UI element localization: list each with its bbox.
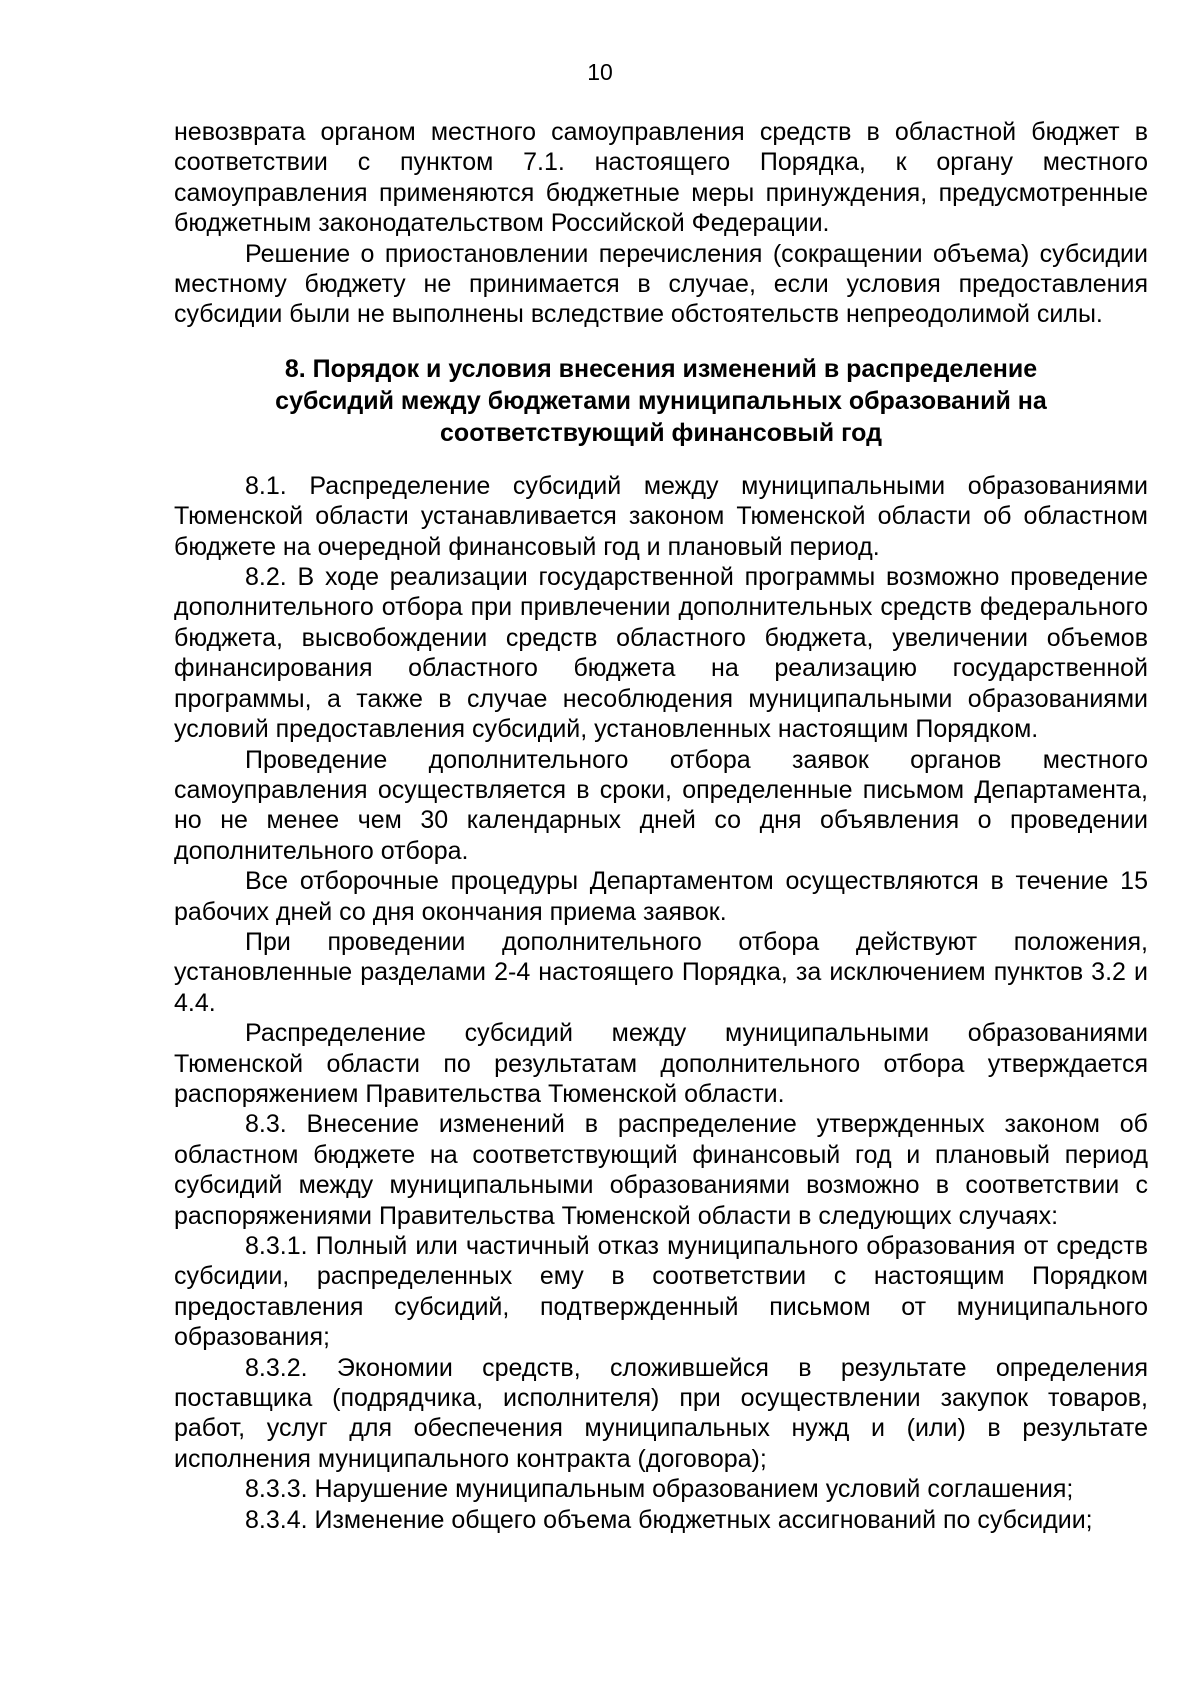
paragraph-additional-selection: Проведение дополнительного отбора заявок органов местного самоуправления осуществляется в сроки, определенные письмом Департамента, но не менее чем 30 календарных дней со дня объявления о проведении дополнительного отбора. [174, 745, 1148, 865]
paragraph-8-1: 8.1. Распределение субсидий между муниципальными образованиями Тюменской области устанавливается законом Тюменской области об областном бюджете на очередной финансовый год и плановый период. [174, 471, 1148, 561]
paragraph-continuation: невозврата органом местного самоуправления средств в областной бюджет в соответствии с пунктом 7.1. настоящего Порядка, к органу местного самоуправления применяются бюджетные меры принуждения, предусмотренные бюджетным законодательством Российской Федерации. [174, 118, 1148, 238]
paragraph-selection-procedures: Все отборочные процедуры Департаментом осуществляются в течение 15 рабочих дней со дня окончания приема заявок. [174, 867, 1148, 926]
page-number: 10 [587, 59, 613, 85]
section-heading-line: 8. Порядок и условия внесения изменений в распределение [284, 354, 1038, 383]
paragraph-force-majeure: Решение о приостановлении перечисления (сокращении объема) субсидии местному бюджету не принимается в случае, если условия предоставления субсидии были не выполнены вследствие обстоятельств непреодолимой силы. [174, 239, 1148, 329]
paragraph-8-3-2: 8.3.2. Экономии средств, сложившейся в результате определения поставщика (подрядчика, исполнителя) при осуществлении закупок товаров, работ, услуг для обеспечения муниципальных нужд и (или) в результате исполнения муниципального контракта (договора); [174, 1353, 1148, 1473]
paragraph-8-3-4: 8.3.4. Изменение общего объема бюджетных ассигнований по субсидии; [245, 1505, 1093, 1534]
paragraph-8-3-3: 8.3.3. Нарушение муниципальным образованием условий соглашения; [245, 1475, 1074, 1504]
paragraph-distribution-approval: Распределение субсидий между муниципальными образованиями Тюменской области по результатам дополнительного отбора утверждается распоряжением Правительства Тюменской области. [174, 1019, 1148, 1108]
document-body [174, 117, 1148, 1535]
paragraph-8-3: 8.3. Внесение изменений в распределение утвержденных законом об областном бюджете на соответствующий финансовый год и плановый период субсидий между муниципальными образованиями возможно в соответствии с распоряжениями Правительства Тюменской области в следующих случаях: [174, 1110, 1148, 1230]
section-heading-line: субсидий между бюджетами муниципальных образований на [275, 386, 1047, 415]
section-heading [174, 353, 1148, 449]
section-heading-line: соответствующий финансовый год [440, 418, 882, 447]
paragraph-8-2: 8.2. В ходе реализации государственной программы возможно проведение дополнительного отбора при привлечении дополнительных средств федерального бюджета, высвобождении средств областного бюджета, увеличении объемов финансирования областного бюджета на реализацию государственной программы, а также в случае несоблюдения муниципальными образованиями условий предоставления субсидий, установленных настоящим Порядком. [174, 563, 1148, 744]
paragraph-selection-provisions: При проведении дополнительного отбора действуют положения, установленные разделами 2-4 настоящего Порядка, за исключением пунктов 3.2 и 4.4. [174, 927, 1148, 1017]
paragraph-8-3-1: 8.3.1. Полный или частичный отказ муниципального образования от средств субсидии, распределенных ему в соответствии с настоящим Порядком предоставления субсидий, подтвержденный письмом от муниципального образования; [174, 1232, 1148, 1352]
